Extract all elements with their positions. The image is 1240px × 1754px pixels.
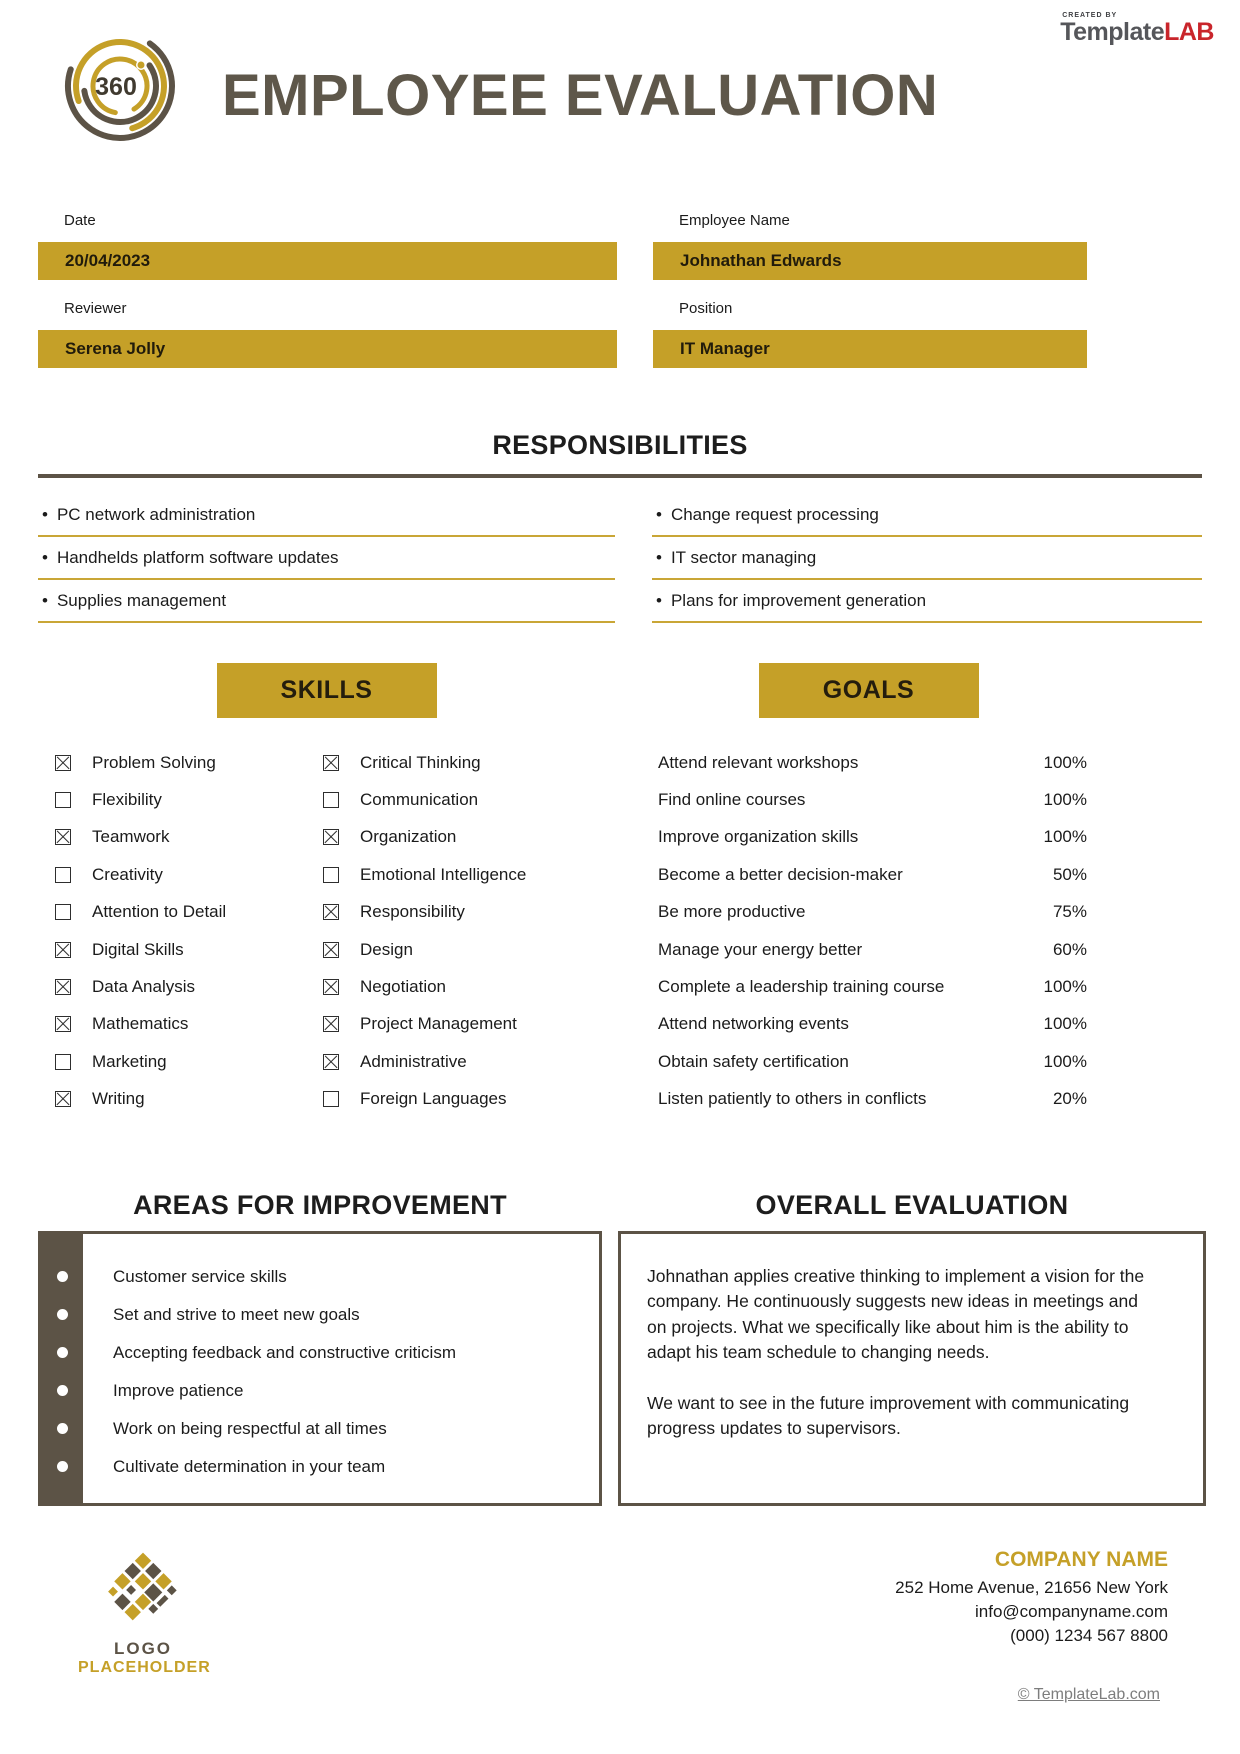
date-input[interactable]: 20/04/2023 bbox=[38, 242, 617, 280]
skill-label: Mathematics bbox=[92, 1014, 189, 1034]
responsibilities-title: RESPONSIBILITIES bbox=[492, 430, 748, 460]
company-address: 252 Home Avenue, 21656 New York bbox=[895, 1578, 1168, 1597]
skill-item bbox=[55, 856, 323, 893]
bullet-icon: • bbox=[656, 548, 662, 567]
checkbox-icon[interactable] bbox=[323, 829, 339, 845]
goal-progress: 20% bbox=[1052, 1089, 1087, 1109]
goal-item bbox=[650, 1081, 1087, 1118]
skill-item bbox=[55, 744, 323, 781]
company-email: info@companyname.com bbox=[974, 1602, 1168, 1621]
employee-name-input[interactable]: Johnathan Edwards bbox=[653, 242, 1087, 280]
checkbox-icon[interactable] bbox=[323, 755, 339, 771]
skill-item bbox=[323, 1006, 598, 1043]
improvement-item: Set and strive to meet new goals bbox=[113, 1305, 579, 1325]
skill-label: Negotiation bbox=[360, 977, 447, 997]
checkbox-icon[interactable] bbox=[55, 867, 71, 883]
position-label: Position bbox=[679, 300, 733, 317]
skill-label: Creativity bbox=[92, 864, 163, 884]
goal-label: Attend relevant workshops bbox=[658, 752, 859, 772]
overall-paragraph: We want to see in the future improvement with communicating progress updates to supervisors. bbox=[647, 1392, 1130, 1439]
skill-item bbox=[323, 931, 598, 968]
skill-item bbox=[323, 1081, 598, 1118]
skill-label: Critical Thinking bbox=[360, 752, 481, 772]
skill-label: Teamwork bbox=[92, 827, 170, 847]
goal-item bbox=[650, 819, 1087, 856]
date-field bbox=[38, 212, 617, 280]
company-name: COMPANY NAME bbox=[994, 1548, 1168, 1571]
checkbox-icon[interactable] bbox=[323, 867, 339, 883]
improvement-item: Customer service skills bbox=[113, 1267, 579, 1287]
goal-progress: 100% bbox=[1043, 752, 1087, 772]
skill-item bbox=[55, 968, 323, 1005]
reviewer-input[interactable]: Serena Jolly bbox=[38, 330, 617, 368]
goal-progress: 75% bbox=[1052, 902, 1087, 922]
responsibility-text: Handhelds platform software updates bbox=[56, 548, 339, 567]
skill-item bbox=[55, 1043, 323, 1080]
skills-block bbox=[38, 660, 615, 1118]
position-input[interactable]: IT Manager bbox=[653, 330, 1087, 368]
bullet-icon: • bbox=[656, 591, 662, 610]
responsibilities-section bbox=[38, 430, 1202, 632]
page-title: EMPLOYEE EVALUATION bbox=[222, 63, 939, 128]
bullet-icon: • bbox=[42, 591, 48, 610]
goal-item bbox=[650, 1043, 1087, 1080]
goals-header: GOALS bbox=[759, 663, 979, 718]
goal-progress: 60% bbox=[1052, 939, 1087, 959]
skill-item bbox=[323, 819, 598, 856]
goal-progress: 50% bbox=[1052, 864, 1087, 884]
skills-column-1 bbox=[38, 744, 323, 1118]
position-field bbox=[653, 300, 1087, 368]
responsibility-item bbox=[652, 589, 1202, 623]
logo-placeholder-line1: LOGO bbox=[113, 1639, 173, 1658]
goal-label: Improve organization skills bbox=[658, 827, 859, 847]
responsibilities-left-list bbox=[38, 503, 615, 632]
checkbox-icon[interactable] bbox=[55, 1054, 71, 1070]
checkbox-icon[interactable] bbox=[323, 1091, 339, 1107]
checkbox-icon[interactable] bbox=[323, 792, 339, 808]
skill-label: Communication bbox=[360, 790, 479, 810]
checkbox-icon[interactable] bbox=[55, 979, 71, 995]
responsibility-item bbox=[652, 503, 1202, 537]
improvement-list bbox=[113, 1267, 579, 1477]
skill-item bbox=[55, 819, 323, 856]
skill-label: Data Analysis bbox=[92, 977, 195, 997]
checkbox-icon[interactable] bbox=[55, 792, 71, 808]
skill-label: Flexibility bbox=[92, 790, 162, 810]
skill-label: Emotional Intelligence bbox=[360, 864, 527, 884]
skill-item bbox=[55, 1006, 323, 1043]
overall-paragraph: Johnathan applies creative thinking to implement a vision for the company. He continuously suggests new ideas in meetings and on projects. What we specifically like about him is the ability to adapt his team schedule to changing needs. bbox=[647, 1266, 1145, 1363]
goal-progress: 100% bbox=[1043, 827, 1087, 847]
copyright-link[interactable]: © TemplateLab.com bbox=[1017, 1686, 1160, 1703]
checkbox-icon[interactable] bbox=[323, 1016, 339, 1032]
skill-label: Digital Skills bbox=[92, 939, 184, 959]
templatelab-logo bbox=[1060, 12, 1214, 45]
skill-label: Design bbox=[360, 939, 413, 959]
improvement-box bbox=[38, 1231, 602, 1506]
improvement-item: Cultivate determination in your team bbox=[113, 1457, 579, 1477]
improvement-title: AREAS FOR IMPROVEMENT bbox=[133, 1190, 507, 1220]
overall-evaluation-block bbox=[618, 1190, 1206, 1506]
skill-label: Administrative bbox=[360, 1051, 467, 1071]
goal-label: Listen patiently to others in conflicts bbox=[658, 1089, 927, 1109]
skill-label: Project Management bbox=[360, 1014, 517, 1034]
reviewer-label: Reviewer bbox=[64, 300, 127, 317]
goal-label: Complete a leadership training course bbox=[658, 977, 945, 997]
goal-label: Become a better decision-maker bbox=[658, 864, 903, 884]
employee-name-field bbox=[653, 212, 1087, 280]
goal-label: Manage your energy better bbox=[658, 939, 863, 959]
skill-label: Organization bbox=[360, 827, 457, 847]
bullet-icon: • bbox=[656, 505, 662, 524]
goal-item bbox=[650, 968, 1087, 1005]
goal-label: Obtain safety certification bbox=[658, 1051, 849, 1071]
goal-label: Attend networking events bbox=[658, 1014, 849, 1034]
overall-evaluation-box bbox=[618, 1231, 1206, 1506]
skill-item bbox=[55, 894, 323, 931]
skill-item bbox=[55, 931, 323, 968]
goal-label: Be more productive bbox=[658, 902, 806, 922]
improvement-item: Improve patience bbox=[113, 1381, 579, 1401]
skill-item bbox=[55, 781, 323, 818]
logo-placeholder-icon bbox=[99, 1548, 187, 1636]
goal-item bbox=[650, 856, 1087, 893]
goal-item bbox=[650, 781, 1087, 818]
goals-list bbox=[650, 744, 1087, 1118]
360-logo-icon bbox=[62, 28, 178, 144]
goal-progress: 100% bbox=[1043, 1014, 1087, 1034]
goal-progress: 100% bbox=[1043, 1051, 1087, 1071]
skill-label: Foreign Languages bbox=[360, 1089, 507, 1109]
checkbox-icon[interactable] bbox=[55, 1016, 71, 1032]
improvement-block bbox=[38, 1190, 602, 1506]
evaluation-bottom-section bbox=[38, 1190, 1206, 1506]
checkbox-icon[interactable] bbox=[55, 829, 71, 845]
skill-item bbox=[323, 781, 598, 818]
skill-item bbox=[323, 856, 598, 893]
checkbox-icon[interactable] bbox=[55, 755, 71, 771]
date-label: Date bbox=[64, 212, 96, 229]
skill-label: Attention to Detail bbox=[92, 902, 227, 922]
responsibility-item bbox=[38, 503, 615, 537]
logo-placeholder-line2: PLACEHOLDER bbox=[78, 1659, 211, 1676]
checkbox-icon[interactable] bbox=[55, 942, 71, 958]
goal-item bbox=[650, 931, 1087, 968]
skill-item bbox=[55, 1081, 323, 1118]
checkbox-icon[interactable] bbox=[55, 1091, 71, 1107]
responsibility-text: Change request processing bbox=[670, 505, 879, 524]
company-info bbox=[895, 1548, 1168, 1648]
goal-progress: 100% bbox=[1043, 790, 1087, 810]
responsibility-text: Supplies management bbox=[56, 591, 227, 610]
employee-name-label: Employee Name bbox=[679, 212, 790, 229]
logo-placeholder bbox=[78, 1548, 211, 1677]
bullet-icon: • bbox=[42, 548, 48, 567]
goal-item bbox=[650, 1006, 1087, 1043]
responsibility-item bbox=[38, 589, 615, 623]
goal-progress: 100% bbox=[1043, 977, 1087, 997]
company-phone: (000) 1234 567 8800 bbox=[1010, 1626, 1168, 1645]
skill-label: Responsibility bbox=[360, 902, 465, 922]
skill-item bbox=[323, 894, 598, 931]
skill-label: Problem Solving bbox=[92, 752, 216, 772]
checkbox-icon[interactable] bbox=[323, 1054, 339, 1070]
goal-item bbox=[650, 744, 1087, 781]
reviewer-field bbox=[38, 300, 617, 368]
goal-item bbox=[650, 894, 1087, 931]
responsibility-item bbox=[38, 546, 615, 580]
360-degrees-logo bbox=[62, 28, 178, 144]
logo-360-text: 360 bbox=[95, 73, 137, 101]
improvement-item: Work on being respectful at all times bbox=[113, 1419, 579, 1439]
section-divider bbox=[38, 474, 1202, 478]
goal-label: Find online courses bbox=[658, 790, 806, 810]
skill-label: Marketing bbox=[92, 1051, 167, 1071]
goals-block bbox=[650, 660, 1087, 1118]
overall-evaluation-title: OVERALL EVALUATION bbox=[755, 1190, 1069, 1220]
checkbox-icon[interactable] bbox=[55, 904, 71, 920]
skills-goals-section bbox=[38, 660, 1202, 1118]
created-by-label: CREATED BY bbox=[1062, 12, 1118, 19]
responsibility-text: Plans for improvement generation bbox=[670, 591, 927, 610]
responsibilities-right-list bbox=[652, 503, 1202, 632]
checkbox-icon[interactable] bbox=[323, 904, 339, 920]
checkbox-icon[interactable] bbox=[323, 942, 339, 958]
checkbox-icon[interactable] bbox=[323, 979, 339, 995]
responsibility-item bbox=[652, 546, 1202, 580]
skill-item bbox=[323, 1043, 598, 1080]
responsibility-text: PC network administration bbox=[56, 505, 256, 524]
skill-item bbox=[323, 744, 598, 781]
skills-column-2 bbox=[323, 744, 598, 1118]
skill-item bbox=[323, 968, 598, 1005]
responsibility-text: IT sector managing bbox=[670, 548, 817, 567]
improvement-item: Accepting feedback and constructive criticism bbox=[113, 1343, 579, 1363]
templatelab-wordmark: TemplateLAB bbox=[1060, 18, 1214, 46]
bullet-icon: • bbox=[42, 505, 48, 524]
skills-header: SKILLS bbox=[217, 663, 437, 718]
skill-label: Writing bbox=[92, 1089, 145, 1109]
